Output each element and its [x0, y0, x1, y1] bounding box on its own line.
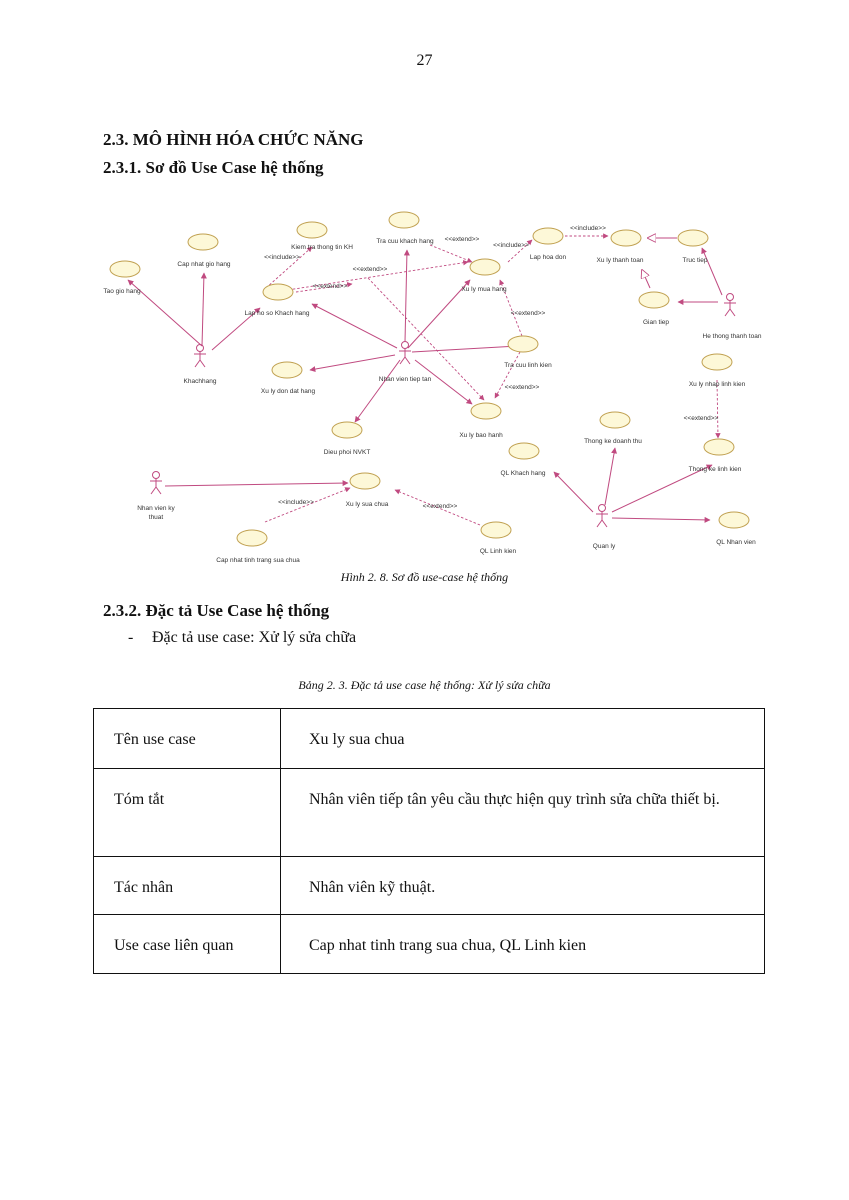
- uc-label-gian-tiep: Gian tiep: [642, 319, 670, 326]
- table-row: [94, 709, 765, 769]
- use-case-thong-ke-linh-kien: [704, 439, 734, 455]
- stereotype-include-4: <<include>>: [278, 499, 314, 506]
- uc-label-tao-gio-hang: Tao gio hang: [103, 288, 141, 295]
- table-row: [94, 915, 765, 974]
- uc-label-truc-tiep: Truc tiep: [682, 257, 708, 264]
- use-case-xu-ly-thanh-toan: [611, 230, 641, 246]
- actor-label-nhan-vien-ky-thuat-1: Nhan vien ky: [137, 505, 175, 512]
- use-case-ql-nhan-vien: [719, 512, 749, 528]
- use-case-xu-ly-don-dat-hang: [272, 362, 302, 378]
- stereotype-extend-1: <<extend>>: [312, 283, 348, 290]
- actor-nhan-vien-tiep-tan: [399, 342, 411, 365]
- actor-label-nhan-vien-tiep-tan: Nhan vien tiep tan: [378, 376, 432, 383]
- actor-quan-ly: [596, 505, 608, 528]
- actor-he-thong-thanh-toan: [724, 294, 736, 317]
- use-case-tra-cuu-kh: [389, 212, 419, 228]
- uc-label-lap-hoa-don: Lap hoa don: [529, 254, 567, 261]
- table-value: Cap nhat tinh trang sua chua, QL Linh kien: [281, 915, 765, 974]
- section-heading: 2.3. MÔ HÌNH HÓA CHỨC NĂNG: [103, 130, 364, 149]
- stereotype-extend-4: <<extend>>: [510, 310, 546, 317]
- actor-label-nhan-vien-ky-thuat-2: thuat: [148, 514, 164, 521]
- uc-label-tra-cuu-kh: Tra cuu khach hang: [376, 238, 434, 245]
- use-case-spec-table: [93, 708, 765, 974]
- use-case-thong-ke-doanh-thu: [600, 412, 630, 428]
- use-case-ql-khach-hang: [509, 443, 539, 459]
- use-case-ql-linh-kien: [481, 522, 511, 538]
- table-row: [94, 857, 765, 915]
- use-case-truc-tiep: [678, 230, 708, 246]
- actor-nhan-vien-ky-thuat: [150, 472, 162, 495]
- use-case-kiem-tra-kh: [297, 222, 327, 238]
- table-key: Tên use case: [94, 709, 281, 769]
- use-case-xu-ly-bao-hanh: [471, 403, 501, 419]
- subsection-heading-diagram: 2.3.1. Sơ đồ Use Case hệ thống: [103, 158, 324, 177]
- use-case-cap-nhat-gio-hang: [188, 234, 218, 250]
- bullet-dash: -: [128, 629, 134, 646]
- uc-label-xu-ly-thanh-toan: Xu ly thanh toan: [596, 257, 644, 264]
- uc-label-lap-ho-so-kh: Lap ho so Khach hang: [244, 310, 310, 317]
- subsection-heading-spec: 2.3.2. Đặc tả Use Case hệ thống: [103, 601, 330, 620]
- use-case-cap-nhat-tinh-trang: [237, 530, 267, 546]
- uc-label-xu-ly-nhap-linh-kien: Xu ly nhap linh kien: [688, 381, 746, 388]
- use-case-xu-ly-mua-hang: [470, 259, 500, 275]
- uc-label-xu-ly-mua-hang: Xu ly mua hang: [461, 286, 507, 293]
- actor-label-quan-ly: Quan ly: [592, 543, 616, 550]
- uc-label-thong-ke-linh-kien: Thong ke linh kien: [688, 466, 742, 473]
- use-case-gian-tiep: [639, 292, 669, 308]
- uc-label-kiem-tra-kh: Kiem tra thong tin KH: [291, 244, 353, 251]
- actor-khachhang: [194, 345, 206, 368]
- bullet-item: [128, 629, 356, 647]
- uc-label-xu-ly-bao-hanh: Xu ly bao hanh: [459, 432, 503, 439]
- table-value: Nhân viên kỹ thuật.: [281, 857, 765, 915]
- use-case-lap-hoa-don: [533, 228, 563, 244]
- table-value: Xu ly sua chua: [281, 709, 765, 769]
- stereotype-include-2: <<include>>: [493, 242, 529, 249]
- uc-label-ql-linh-kien: QL Linh kien: [479, 548, 517, 555]
- figure-caption: Hình 2. 8. Sơ đồ use-case hệ thống: [340, 570, 509, 584]
- stereotype-extend-2: <<extend>>: [352, 266, 388, 273]
- table-row: [94, 769, 765, 857]
- uc-label-xu-ly-sua-chua: Xu ly sua chua: [345, 501, 389, 508]
- use-case-lap-ho-so-kh: [263, 284, 293, 300]
- uc-label-tra-cuu-linh-kien: Tra cuu linh kien: [504, 362, 552, 369]
- table-value: Nhân viên tiếp tân yêu cầu thực hiện quy trình sửa chữa thiết bị.: [281, 769, 765, 857]
- uc-label-dieu-phoi-nvkt: Dieu phoi NVKT: [323, 449, 371, 456]
- use-case-tra-cuu-linh-kien: [508, 336, 538, 352]
- stereotype-include-1: <<include>>: [264, 254, 300, 261]
- stereotype-extend-7: <<extend>>: [422, 503, 458, 510]
- actor-label-khachhang: Khachhang: [183, 378, 217, 385]
- uc-label-xu-ly-don-dat-hang: Xu ly don dat hang: [260, 388, 316, 395]
- actor-label-he-thong-thanh-toan: He thong thanh toan: [702, 333, 762, 340]
- stereotype-include-3: <<include>>: [570, 225, 606, 232]
- stereotype-extend-6: <<extend>>: [683, 415, 719, 422]
- uc-label-thong-ke-doanh-thu: Thong ke doanh thu: [584, 438, 642, 445]
- table-key: Use case liên quan: [94, 915, 281, 974]
- table-key: Tóm tắt: [94, 769, 281, 857]
- use-case-tao-gio-hang: [110, 261, 140, 277]
- bullet-text: Đặc tả use case: Xử lý sửa chữa: [152, 629, 357, 646]
- uc-label-cap-nhat-tinh-trang: Cap nhat tinh trang sua chua: [216, 557, 300, 564]
- use-case-xu-ly-nhap-linh-kien: [702, 354, 732, 370]
- uc-label-ql-nhan-vien: QL Nhan vien: [716, 539, 756, 546]
- uc-label-ql-khach-hang: QL Khach hang: [500, 470, 546, 477]
- use-case-dieu-phoi-nvkt: [332, 422, 362, 438]
- use-case-diagram: [100, 200, 780, 570]
- page-number: 27: [416, 52, 433, 69]
- table-caption: Bảng 2. 3. Đặc tả use case hệ thống: Xử lý sửa chữa: [298, 678, 551, 692]
- uc-label-cap-nhat-gio-hang: Cap nhat gio hang: [177, 261, 231, 268]
- stereotype-extend-3: <<extend>>: [444, 236, 480, 243]
- table-key: Tác nhân: [94, 857, 281, 915]
- use-case-xu-ly-sua-chua: [350, 473, 380, 489]
- stereotype-extend-5: <<extend>>: [504, 384, 540, 391]
